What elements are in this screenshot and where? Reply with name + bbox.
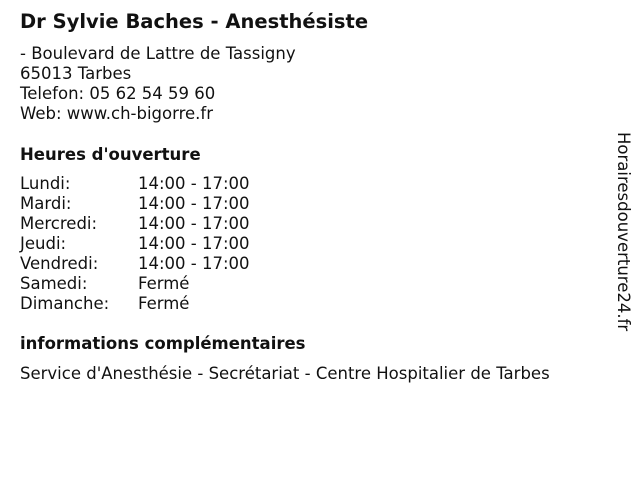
hours-row bbox=[20, 214, 250, 234]
time-value: 14:00 - 17:00 bbox=[138, 214, 250, 233]
time-value: Fermé bbox=[138, 294, 190, 313]
hours-row bbox=[20, 234, 250, 254]
day-label: Mardi: bbox=[20, 194, 72, 213]
phone-number: Telefon: 05 62 54 59 60 bbox=[20, 84, 216, 103]
day-label: Jeudi: bbox=[20, 234, 67, 253]
info-heading: informations complémentaires bbox=[20, 334, 306, 353]
site-watermark: Horairesdouverture24.fr bbox=[614, 132, 633, 332]
hours-row bbox=[20, 294, 250, 314]
city: 65013 Tarbes bbox=[20, 64, 132, 83]
hours-row bbox=[20, 194, 250, 214]
info-description: Service d'Anesthésie - Secrétariat - Centre Hospitalier de Tarbes bbox=[20, 364, 550, 383]
day-label: Samedi: bbox=[20, 274, 88, 293]
opening-hours-table bbox=[20, 174, 250, 314]
day-label: Dimanche: bbox=[20, 294, 110, 313]
time-value: 14:00 - 17:00 bbox=[138, 234, 250, 253]
time-value: 14:00 - 17:00 bbox=[138, 194, 250, 213]
hours-row bbox=[20, 274, 250, 294]
day-label: Lundi: bbox=[20, 174, 71, 193]
time-value: Fermé bbox=[138, 274, 190, 293]
website: Web: www.ch-bigorre.fr bbox=[20, 104, 214, 123]
day-label: Mercredi: bbox=[20, 214, 98, 233]
address-block bbox=[20, 44, 296, 124]
time-value: 14:00 - 17:00 bbox=[138, 174, 250, 193]
hours-row bbox=[20, 174, 250, 194]
hours-row bbox=[20, 254, 250, 274]
hours-heading: Heures d'ouverture bbox=[20, 145, 201, 164]
time-value: 14:00 - 17:00 bbox=[138, 254, 250, 273]
day-label: Vendredi: bbox=[20, 254, 99, 273]
page-title: Dr Sylvie Baches - Anesthésiste bbox=[20, 10, 369, 33]
street-address: - Boulevard de Lattre de Tassigny bbox=[20, 44, 296, 63]
